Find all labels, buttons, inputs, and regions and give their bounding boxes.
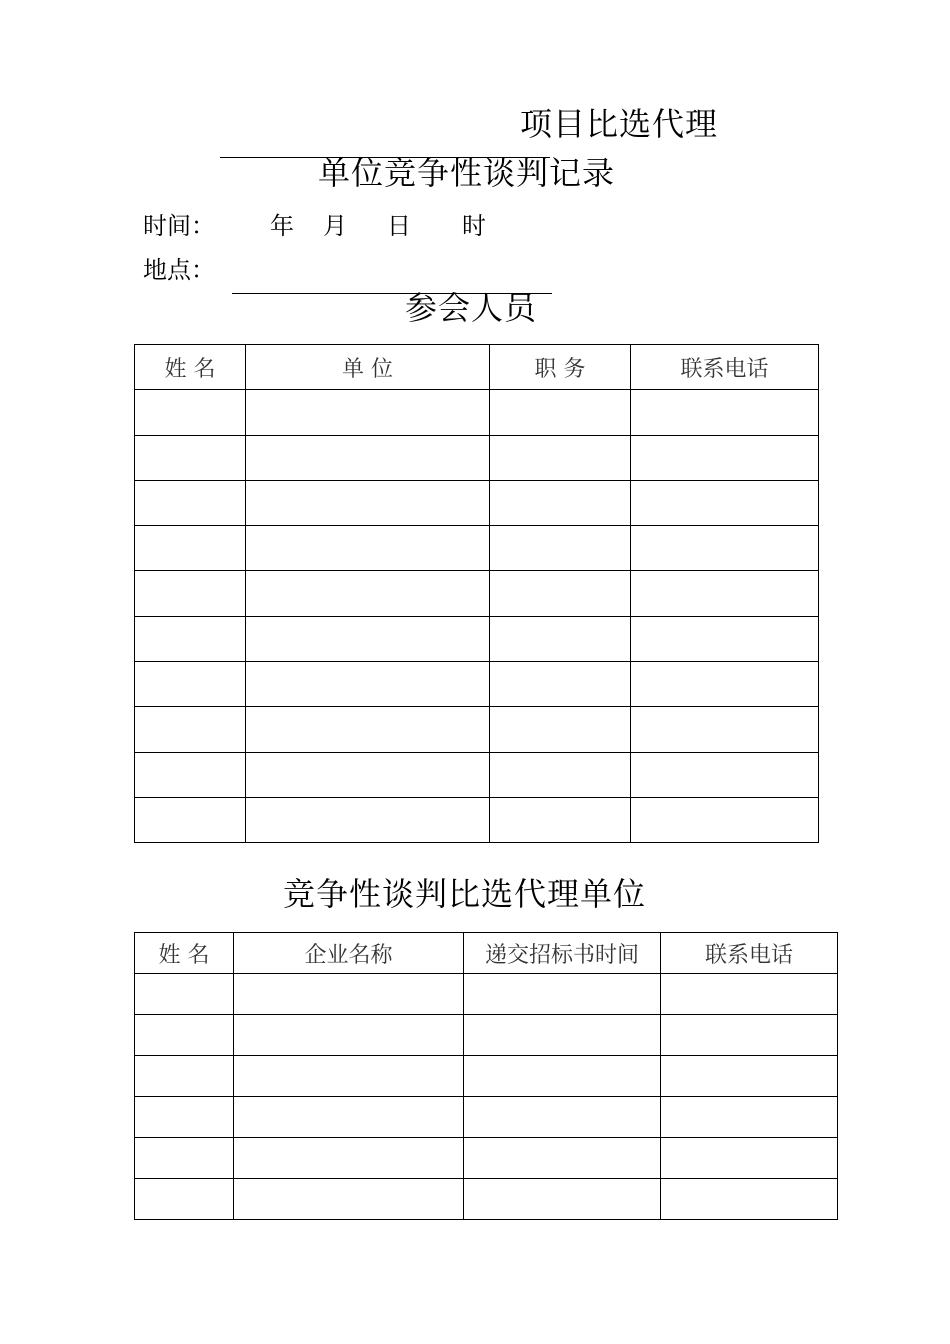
table-cell[interactable]: [490, 797, 631, 842]
place-label: 地点：: [143, 256, 215, 284]
table-cell[interactable]: [246, 390, 490, 435]
month-label: 月: [323, 212, 347, 240]
table-row: [135, 1179, 838, 1220]
table-cell[interactable]: [246, 435, 490, 480]
table-cell[interactable]: [490, 616, 631, 661]
table-cell[interactable]: [234, 1138, 464, 1179]
table-cell[interactable]: [135, 707, 246, 752]
table-cell[interactable]: [490, 526, 631, 571]
table-cell[interactable]: [135, 1056, 234, 1097]
agencies-table: [134, 932, 838, 1220]
attendees-table: [134, 344, 819, 843]
table-cell[interactable]: [490, 435, 631, 480]
table-cell[interactable]: [631, 390, 819, 435]
table-row: [135, 1015, 838, 1056]
table-cell[interactable]: [631, 571, 819, 616]
table-cell[interactable]: [631, 662, 819, 707]
table-cell[interactable]: [631, 526, 819, 571]
table-cell[interactable]: [234, 1097, 464, 1138]
table-cell[interactable]: [661, 1138, 838, 1179]
table-row: [135, 662, 819, 707]
table-cell[interactable]: [464, 1056, 661, 1097]
table-cell[interactable]: [464, 974, 661, 1015]
table-row: [135, 707, 819, 752]
hour-label: 时: [462, 212, 486, 240]
table-cell[interactable]: [135, 662, 246, 707]
table-cell[interactable]: [464, 1138, 661, 1179]
column-header-unit: 单 位: [246, 345, 490, 390]
table-cell[interactable]: [135, 616, 246, 661]
table-cell[interactable]: [246, 571, 490, 616]
table-cell[interactable]: [135, 797, 246, 842]
table-cell[interactable]: [135, 480, 246, 525]
table-cell[interactable]: [246, 797, 490, 842]
table-row: [135, 974, 838, 1015]
table-cell[interactable]: [631, 797, 819, 842]
table-row: [135, 480, 819, 525]
table-cell[interactable]: [135, 435, 246, 480]
table-row: [135, 435, 819, 480]
table-cell[interactable]: [464, 1015, 661, 1056]
table-cell[interactable]: [135, 526, 246, 571]
table-cell[interactable]: [464, 1179, 661, 1220]
table-cell[interactable]: [631, 707, 819, 752]
table-cell[interactable]: [490, 571, 631, 616]
table-cell[interactable]: [135, 752, 246, 797]
column-header-position: 职 务: [490, 345, 631, 390]
column-header-phone: 联系电话: [631, 345, 819, 390]
title-line-1: 项目比选代理: [520, 105, 719, 143]
table-cell[interactable]: [661, 1097, 838, 1138]
table-cell[interactable]: [631, 752, 819, 797]
table-cell[interactable]: [490, 707, 631, 752]
table-row: [135, 752, 819, 797]
table-cell[interactable]: [246, 707, 490, 752]
table-cell[interactable]: [234, 1179, 464, 1220]
table-cell[interactable]: [490, 390, 631, 435]
table-row: [135, 390, 819, 435]
year-label: 年: [270, 212, 294, 240]
day-label: 日: [387, 212, 411, 240]
table-cell[interactable]: [464, 1097, 661, 1138]
table-header-row: [135, 345, 819, 390]
column-header-name: 姓 名: [135, 933, 234, 974]
table-header-row: [135, 933, 838, 974]
table-row: [135, 1056, 838, 1097]
table-cell[interactable]: [234, 1015, 464, 1056]
table-cell[interactable]: [135, 1138, 234, 1179]
table-row: [135, 1097, 838, 1138]
table-cell[interactable]: [490, 662, 631, 707]
table-cell[interactable]: [661, 1015, 838, 1056]
column-header-submit-time: 递交招标书时间: [464, 933, 661, 974]
column-header-name: 姓 名: [135, 345, 246, 390]
table-cell[interactable]: [490, 480, 631, 525]
table-cell[interactable]: [631, 616, 819, 661]
table-row: [135, 571, 819, 616]
table-row: [135, 616, 819, 661]
table-cell[interactable]: [135, 1015, 234, 1056]
table-row: [135, 1138, 838, 1179]
table-cell[interactable]: [135, 571, 246, 616]
agencies-title: 竞争性谈判比选代理单位: [283, 875, 647, 913]
table-cell[interactable]: [246, 662, 490, 707]
table-row: [135, 526, 819, 571]
column-header-phone: 联系电话: [661, 933, 838, 974]
table-row: [135, 797, 819, 842]
table-cell[interactable]: [246, 480, 490, 525]
table-cell[interactable]: [661, 1056, 838, 1097]
table-cell[interactable]: [246, 526, 490, 571]
time-label: 时间：: [143, 212, 215, 240]
table-cell[interactable]: [135, 390, 246, 435]
table-cell[interactable]: [135, 1097, 234, 1138]
table-cell[interactable]: [234, 974, 464, 1015]
column-header-company: 企业名称: [234, 933, 464, 974]
table-cell[interactable]: [631, 435, 819, 480]
table-cell[interactable]: [135, 974, 234, 1015]
title-line-2: 单位竞争性谈判记录: [318, 154, 616, 192]
table-cell[interactable]: [246, 752, 490, 797]
table-cell[interactable]: [661, 974, 838, 1015]
table-cell[interactable]: [234, 1056, 464, 1097]
table-cell[interactable]: [135, 1179, 234, 1220]
table-cell[interactable]: [490, 752, 631, 797]
table-cell[interactable]: [246, 616, 490, 661]
attendees-title: 参会人员: [405, 289, 538, 327]
table-cell[interactable]: [631, 480, 819, 525]
table-cell[interactable]: [661, 1179, 838, 1220]
